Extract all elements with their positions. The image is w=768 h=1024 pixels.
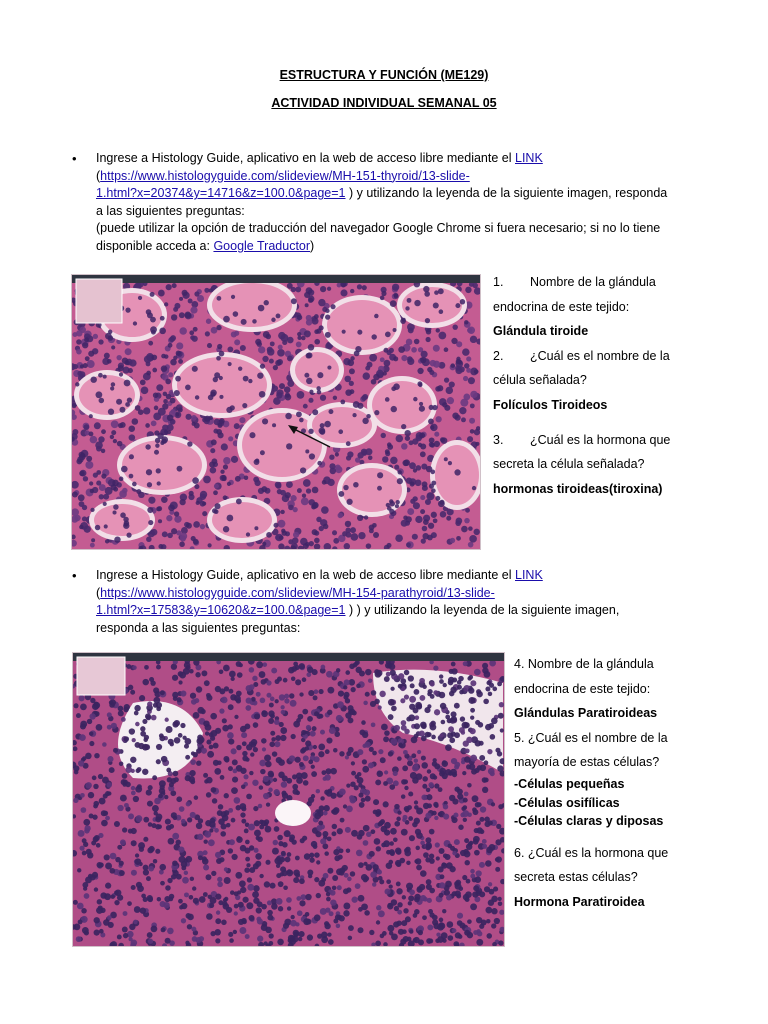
question-1-cont: endocrina de este tejido:: [493, 299, 630, 314]
thyroid-url-link-cont[interactable]: 1.html?x=20374&y=14716&z=100.0&page=1: [96, 186, 346, 201]
document-subtitle: ACTIVIDAD INDIVIDUAL SEMANAL 05: [271, 96, 497, 110]
translate-note: (puede utilizar la opción de traducción del navegador Google Chrome si fuera necesario; si no lo tiene: [96, 221, 661, 236]
question-5-cont: mayoría de estas células?: [514, 755, 660, 770]
instruction-line: responda a las siguientes preguntas:: [96, 620, 301, 635]
answer-2: Folículos Tiroideos: [493, 397, 608, 412]
answer-6: Hormona Paratiroidea: [514, 894, 645, 909]
open-paren: (: [96, 168, 101, 183]
after-url-text: ) ) y utilizando la leyenda de la siguiente imagen,: [345, 603, 620, 618]
question-2-cont: célula señalada?: [493, 373, 587, 388]
after-url-text: ) y utilizando la leyenda de la siguiente imagen, responda: [345, 186, 668, 201]
link-anchor[interactable]: LINK: [515, 151, 543, 165]
thyroid-micrograph: [72, 275, 480, 549]
list-bullet: •: [72, 568, 77, 583]
list-bullet: •: [72, 151, 77, 166]
intro-text: Ingrese a Histology Guide, aplicativo en la web de acceso libre mediante el: [96, 151, 515, 165]
section2-questions: [514, 652, 754, 915]
answer-5b: -Células osifílicas: [514, 795, 620, 810]
question-6-cont: secreta estas células?: [514, 870, 638, 885]
close-paren: ): [310, 238, 315, 253]
google-translate-link[interactable]: Google Traductor: [213, 238, 311, 253]
question-6: 6. ¿Cuál es la hormona que: [514, 845, 669, 860]
intro-text: Ingrese a Histology Guide, aplicativo en la web de acceso libre mediante el: [96, 568, 515, 582]
section1-instructions: [96, 150, 696, 256]
link-anchor[interactable]: LINK: [515, 568, 543, 582]
parathyroid-url-link[interactable]: https://www.histologyguide.com/slideview/MH-154-parathyroid/13-slide-: [100, 585, 495, 600]
answer-5a: -Células pequeñas: [514, 776, 625, 791]
section1-questions: 1. Nombre de la glándula endocrina de este tejido: Glándula tiroide 2. ¿Cuál es el nombre de la célula señalada? Folículos Tiroideos 3. ¿Cuál es la hormona que secreta la célula señalada? hormonas tiroideas(tiroxina): [493, 270, 733, 501]
question-3-cont: secreta la célula señalada?: [493, 457, 645, 472]
section2-instructions: [96, 567, 696, 637]
question-3: ¿Cuál es la hormona que: [530, 432, 671, 447]
answer-4: Glándulas Paratiroideas: [514, 706, 658, 721]
question-2: ¿Cuál es el nombre de la: [530, 348, 670, 363]
answer-1: Glándula tiroide: [493, 324, 589, 339]
parathyroid-micrograph: [73, 653, 504, 946]
instruction-line: a las siguientes preguntas:: [96, 203, 245, 218]
open-paren: (: [96, 585, 101, 600]
answer-5c: -Células claras y diposas: [514, 814, 664, 829]
thyroid-url-link[interactable]: https://www.histologyguide.com/slideview/MH-151-thyroid/13-slide-: [100, 168, 470, 183]
question-4-cont: endocrina de este tejido:: [514, 681, 651, 696]
document-title: ESTRUCTURA Y FUNCIÓN (ME129): [279, 68, 489, 82]
answer-3: hormonas tiroideas(tiroxina): [493, 481, 663, 496]
question-4: 4. Nombre de la glándula: [514, 657, 654, 671]
question-1: Nombre de la glándula: [530, 275, 656, 289]
parathyroid-url-link-cont[interactable]: 1.html?x=17583&y=10620&z=100.0&page=1: [96, 603, 346, 618]
translate-note-cont: disponible acceda a:: [96, 238, 214, 253]
question-5: 5. ¿Cuál es el nombre de la: [514, 730, 668, 745]
